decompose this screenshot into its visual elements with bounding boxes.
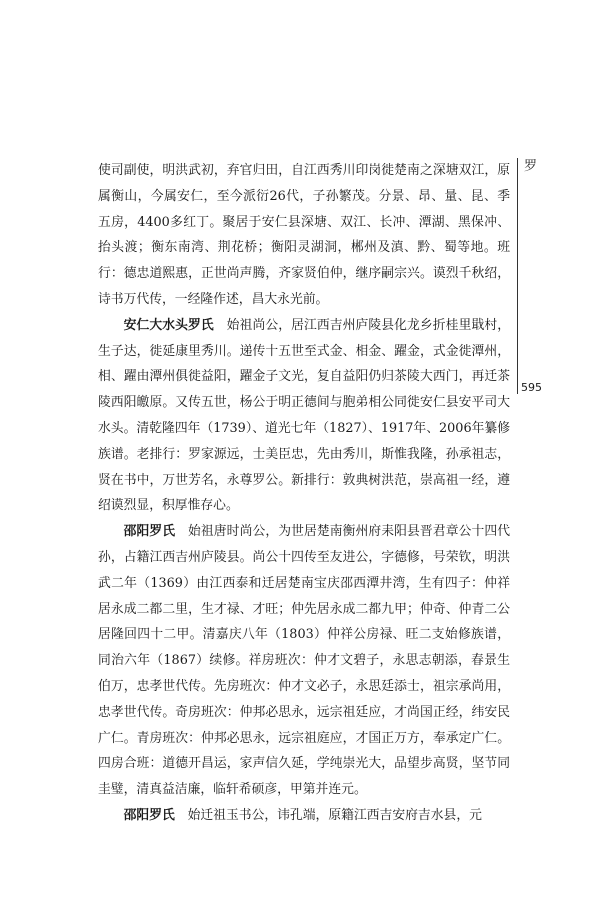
section-heading-anren-dashuitou: 安仁大水头罗氏: [123, 317, 214, 333]
paragraph-4-text: 始迁祖玉书公，讳孔端，原籍江西吉安府吉水县，元: [187, 807, 482, 823]
body-text: [98, 158, 510, 829]
page-number: 595: [521, 381, 542, 394]
paragraph-4: [98, 803, 510, 829]
section-heading-shaoyang-1: 邵阳罗氏: [123, 524, 176, 540]
paragraph-3-text: 始祖唐时尚公，为世居楚南衡州府耒阳县晋君章公十四代孙，占籍江西吉州庐陵县。尚公十四传至友进公，字德修，号荣钦，明洪武二年（1369）由江西泰和迁居楚南宝庆邵西潭井湾，生有四子：仲祥居永成二都二里，生才禄、才旺；仲先居永成二都九甲；仲奇、仲青二公居隆回四十二甲。清嘉庆八年（1803）仲祥公房禄、旺二支始修族谱，同治六年（1867）续修。祥房班次：仲才文碧子，永思志朝添，春景生伯万，忠孝世代传。先房班次：仲才文必子，永思廷添士，祖宗承尚用，忠孝世代传。奇房班次：仲邦必思永，远宗祖廷应，才尚国正经，纬安民广仁。青房班次：仲邦必思永，远宗祖庭应，才国正万方，奉承定广仁。四房合班：道德开昌运，家声信久延，学纯崇光大，品望步高贤，坚节同圭璧，清真益洁廉，临轩希硕彦，甲第并连元。: [98, 524, 511, 798]
margin-rule: [517, 158, 518, 394]
paragraph-3: [98, 519, 510, 803]
paragraph-2-text: 始祖尚公，居江西吉州庐陵县化龙乡折桂里戢村，生子达，徙延康里秀川。递传十五世至式金、相金、躍金，式金徙潭州，相、躍由潭州俱徙益阳，躍金子文光，复自益阳仍归茶陵大西门，再迁茶陵西阳皦原。又传五世，杨公于明正德间与胞弟相公同徙安仁县安平司大水头。清乾隆四年（1739）、道光七年（1827）、1917年、2006年纂修族谱。老排行：罗家源远，士美臣忠，先由秀川，斯惟我隆，孙承祖志，贤在书中，万世芳名，永尊罗公。新排行：敦典树洪范，崇高祖一经，遵绍谟烈显，积厚惟存心。: [98, 317, 511, 514]
paragraph-2: [98, 313, 510, 519]
running-head: 罗: [524, 159, 538, 174]
section-heading-shaoyang-2: 邵阳罗氏: [123, 807, 175, 823]
paragraph-1: [98, 158, 510, 313]
paragraph-1-text: 使司副使，明洪武初，弃官归田，自江西秀川印岗徙楚南之深塘双江，原属衡山，今属安仁，至今派衍26代，子孙繁茂。分景、昂、量、昆、季五房，4400多红丁。聚居于安仁县深塘、双江、长冲、潭湖、黑保冲、抬头渡；衡东南湾、荆花桥；衡阳灵湖洞，郴州及滇、黔、蜀等地。班行：德忠道熙惠，正世尚声腾，齐家贤伯仲，继序嗣宗兴。谟烈千秋绍，诗书万代传，一经隆作述，昌大永光前。: [98, 163, 510, 307]
